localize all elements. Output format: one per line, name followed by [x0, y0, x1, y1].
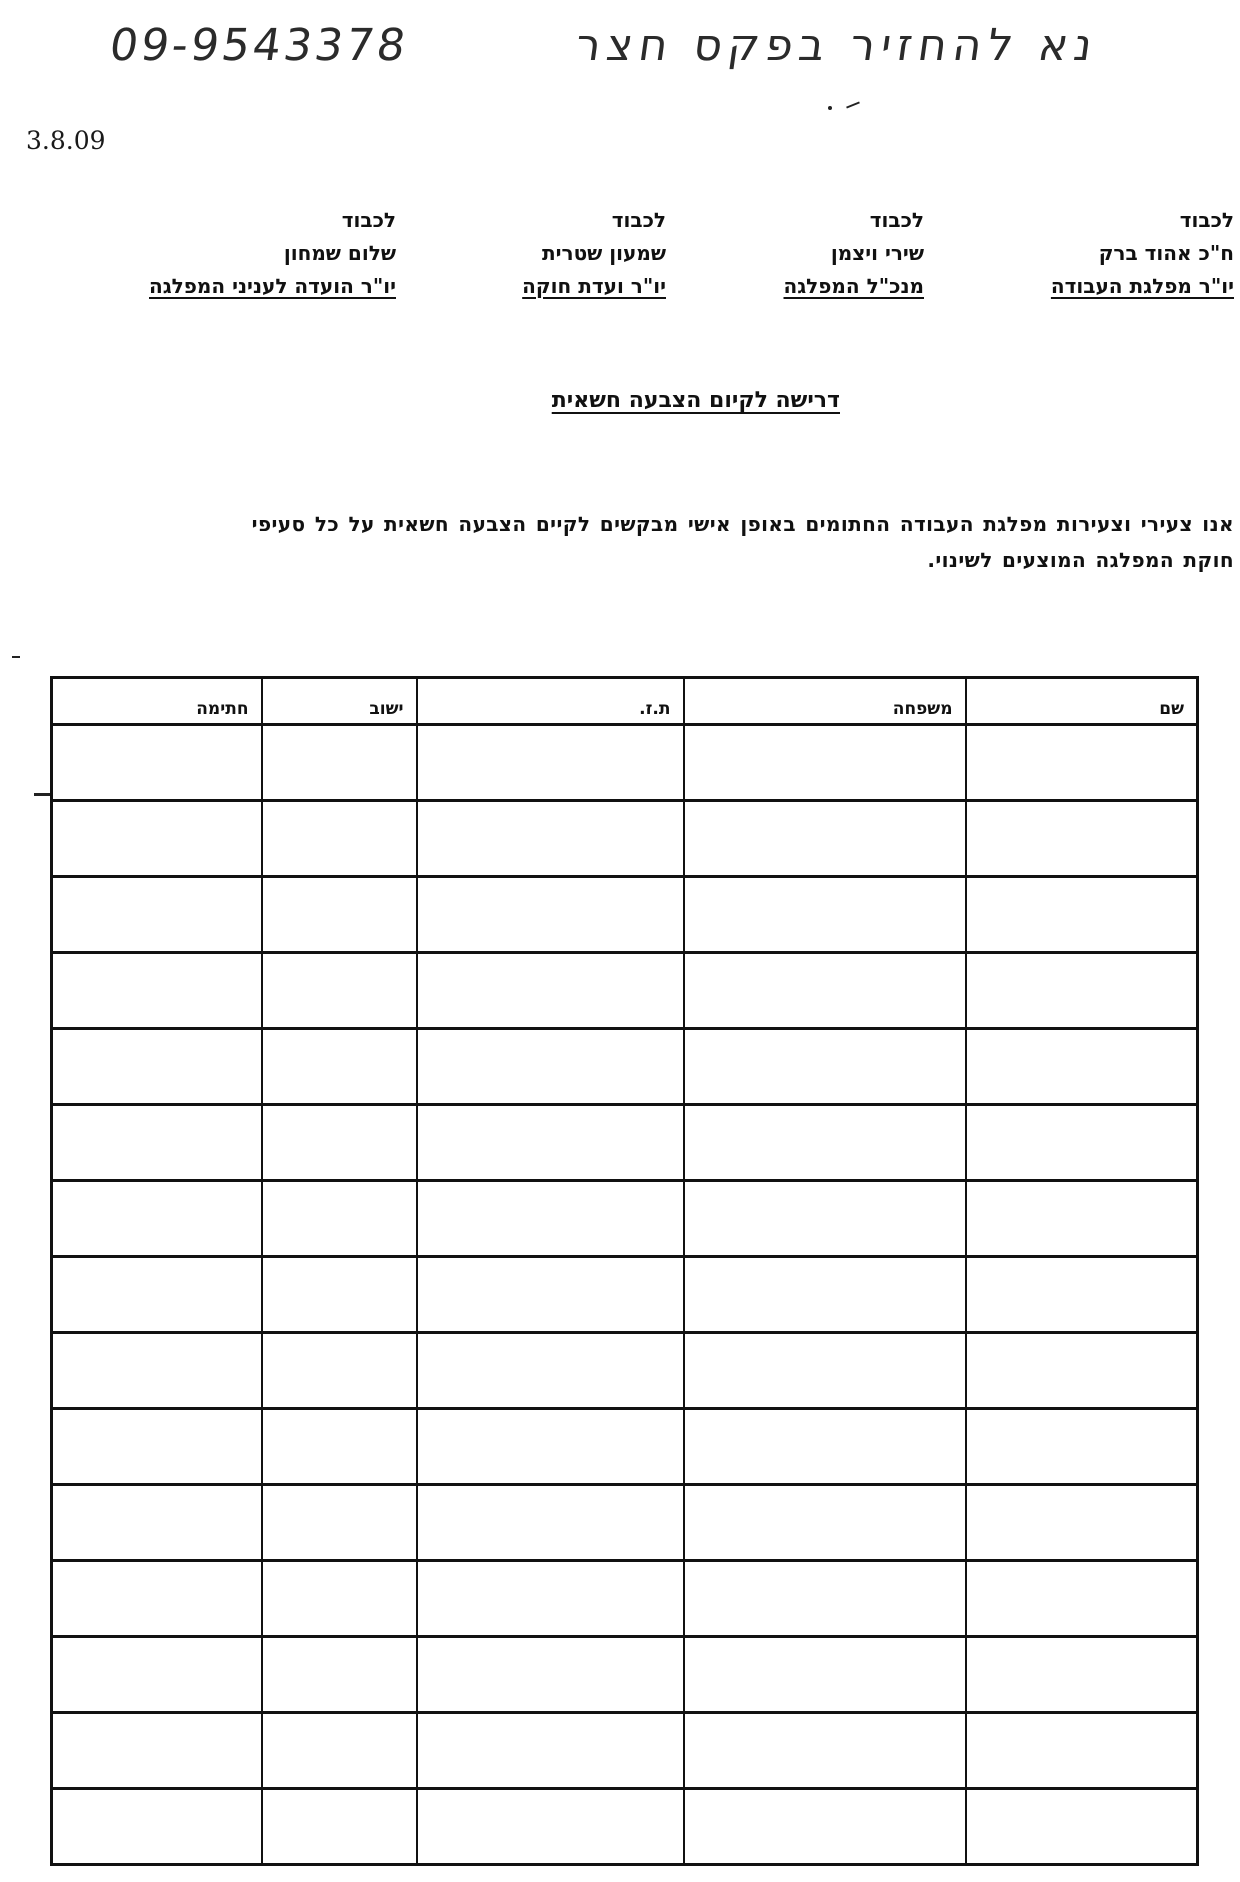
id-number-cell	[417, 1181, 684, 1257]
first-name-cell	[966, 877, 1198, 953]
document-date: 3.8.09	[26, 126, 106, 155]
table-row	[52, 1105, 1198, 1181]
scan-speck	[12, 656, 20, 658]
id-number-cell	[417, 1561, 684, 1637]
id-number-cell	[417, 1713, 684, 1789]
last-name-cell	[684, 801, 966, 877]
first-name-cell	[966, 1789, 1198, 1865]
last-name-cell	[684, 1029, 966, 1105]
id-number-cell	[417, 1485, 684, 1561]
last-name-cell	[684, 1637, 966, 1713]
town-cell	[262, 1105, 417, 1181]
id-number-cell	[417, 1257, 684, 1333]
id-number-cell	[417, 725, 684, 801]
first-name-cell	[966, 801, 1198, 877]
header-id-number: ת.ז.	[417, 678, 684, 725]
town-cell	[262, 1029, 417, 1105]
addressee-title: יו"ר הועדה לעניני המפלגה	[149, 274, 396, 298]
town-cell	[262, 1181, 417, 1257]
first-name-cell	[966, 1485, 1198, 1561]
last-name-cell	[684, 1181, 966, 1257]
id-number-cell	[417, 877, 684, 953]
signature-cell	[52, 1789, 262, 1865]
header-first-name: שם	[966, 678, 1198, 725]
table-row	[52, 1713, 1198, 1789]
last-name-cell	[684, 1257, 966, 1333]
scan-speck	[828, 106, 832, 110]
id-number-cell	[417, 1105, 684, 1181]
signature-cell	[52, 953, 262, 1029]
first-name-cell	[966, 1181, 1198, 1257]
signature-cell	[52, 1637, 262, 1713]
signature-cell	[52, 877, 262, 953]
signature-table-body	[52, 725, 1198, 1865]
table-row	[52, 1257, 1198, 1333]
town-cell	[262, 1409, 417, 1485]
first-name-cell	[966, 1105, 1198, 1181]
table-row	[52, 1333, 1198, 1409]
table-row	[52, 877, 1198, 953]
addressee-salutation: לכבוד	[341, 208, 396, 232]
last-name-cell	[684, 725, 966, 801]
table-row	[52, 801, 1198, 877]
last-name-cell	[684, 877, 966, 953]
first-name-cell	[966, 1409, 1198, 1485]
town-cell	[262, 1637, 417, 1713]
last-name-cell	[684, 953, 966, 1029]
signature-cell	[52, 725, 262, 801]
first-name-cell	[966, 1561, 1198, 1637]
town-cell	[262, 1257, 417, 1333]
petition-body-line: חוקת המפלגה המוצעים לשינוי.	[927, 548, 1234, 572]
first-name-cell	[966, 1257, 1198, 1333]
last-name-cell	[684, 1333, 966, 1409]
first-name-cell	[966, 725, 1198, 801]
petition-body	[12, 506, 1234, 578]
addressee-salutation: לכבוד	[1179, 208, 1234, 232]
signature-cell	[52, 801, 262, 877]
town-cell	[262, 725, 417, 801]
addressee-block	[784, 204, 925, 303]
table-row	[52, 1789, 1198, 1865]
table-row	[52, 1409, 1198, 1485]
town-cell	[262, 1713, 417, 1789]
id-number-cell	[417, 801, 684, 877]
first-name-cell	[966, 1637, 1198, 1713]
signature-cell	[52, 1713, 262, 1789]
id-number-cell	[417, 1409, 684, 1485]
id-number-cell	[417, 1029, 684, 1105]
handwritten-fax-number: 09-9543378	[106, 20, 412, 71]
signature-cell	[52, 1257, 262, 1333]
first-name-cell	[966, 953, 1198, 1029]
signature-cell	[52, 1409, 262, 1485]
town-cell	[262, 1333, 417, 1409]
last-name-cell	[684, 1713, 966, 1789]
last-name-cell	[684, 1485, 966, 1561]
addressee-salutation: לכבוד	[869, 208, 924, 232]
table-row	[52, 1181, 1198, 1257]
id-number-cell	[417, 1333, 684, 1409]
last-name-cell	[684, 1409, 966, 1485]
signature-cell	[52, 1561, 262, 1637]
town-cell	[262, 953, 417, 1029]
signature-cell	[52, 1333, 262, 1409]
addressee-name: ח"כ אהוד ברק	[1098, 241, 1234, 265]
header-town: ישוב	[262, 678, 417, 725]
addressee-block	[149, 204, 396, 303]
addressee-salutation: לכבוד	[611, 208, 666, 232]
table-row	[52, 725, 1198, 801]
table-row	[52, 953, 1198, 1029]
addressee-name: שמעון שטרית	[542, 241, 666, 265]
table-header-row	[52, 678, 1198, 725]
town-cell	[262, 1561, 417, 1637]
header-last-name: משפחה	[684, 678, 966, 725]
last-name-cell	[684, 1789, 966, 1865]
document-title: דרישה לקיום הצבעה חשאית	[551, 388, 840, 413]
id-number-cell	[417, 1789, 684, 1865]
last-name-cell	[684, 1105, 966, 1181]
signature-table	[50, 676, 1199, 1866]
town-cell	[262, 877, 417, 953]
table-row	[52, 1029, 1198, 1105]
id-number-cell	[417, 953, 684, 1029]
signature-cell	[52, 1181, 262, 1257]
header-signature: חתימה	[52, 678, 262, 725]
addressee-title: מנכ"ל המפלגה	[783, 274, 924, 298]
addressee-title: יו"ר מפלגת העבודה	[1050, 274, 1234, 298]
addressee-title: יו"ר ועדת חוקה	[522, 274, 666, 298]
petition-body-line: אנו צעירי וצעירות מפלגת העבודה החתומים באופן אישי מבקשים לקיים הצבעה חשאית על כל סעיפי	[251, 512, 1234, 536]
town-cell	[262, 1485, 417, 1561]
table-row	[52, 1561, 1198, 1637]
scan-speck	[846, 101, 860, 108]
last-name-cell	[684, 1561, 966, 1637]
town-cell	[262, 801, 417, 877]
signature-cell	[52, 1029, 262, 1105]
first-name-cell	[966, 1333, 1198, 1409]
addressee-block	[1051, 204, 1234, 303]
signature-cell	[52, 1485, 262, 1561]
signature-cell	[52, 1105, 262, 1181]
id-number-cell	[417, 1637, 684, 1713]
first-name-cell	[966, 1713, 1198, 1789]
table-row	[52, 1485, 1198, 1561]
first-name-cell	[966, 1029, 1198, 1105]
handwritten-fax-note: נא להחזיר בפקס חצר	[572, 20, 1102, 71]
addressee-name: שלום שמחון	[283, 241, 396, 265]
addressee-name: שירי ויצמן	[830, 241, 924, 265]
addressee-block	[522, 204, 666, 303]
table-row	[52, 1637, 1198, 1713]
town-cell	[262, 1789, 417, 1865]
